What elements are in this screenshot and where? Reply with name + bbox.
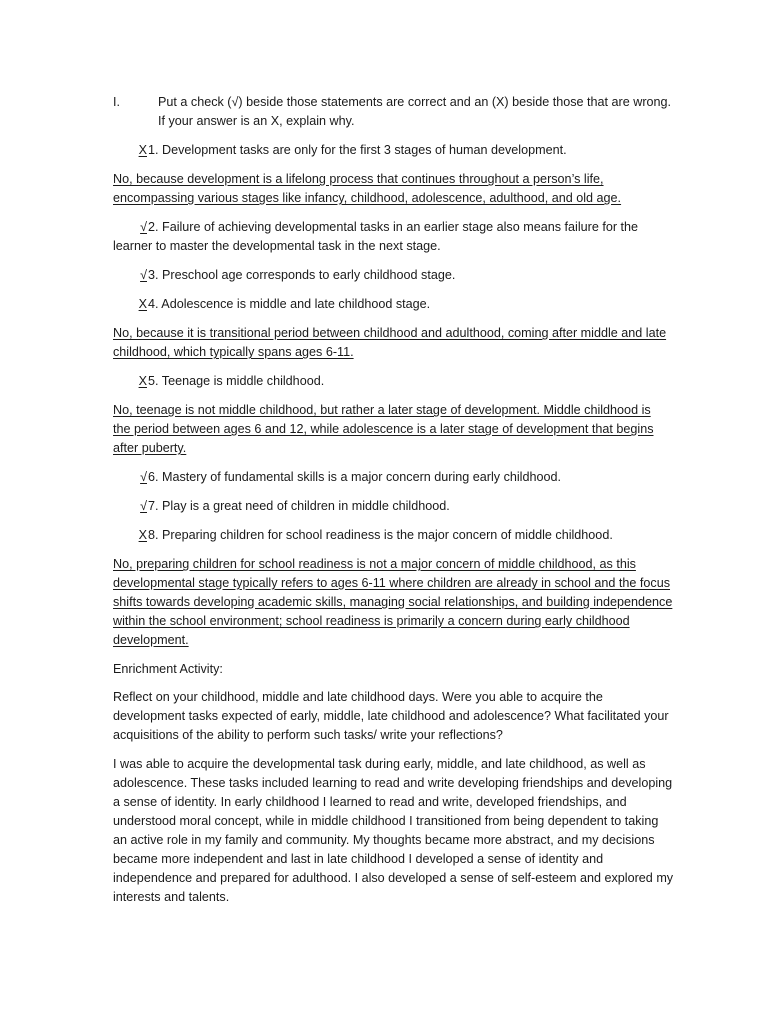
item-5-explanation-line-3: after puberty. <box>113 441 187 455</box>
item-5-explanation-line-1: No, teenage is not middle childhood, but rather a later stage of development. Middle childhood is <box>113 403 651 417</box>
item-5-text: 5. Teenage is middle childhood. <box>148 374 325 388</box>
item-2 <box>113 218 638 237</box>
item-4 <box>113 295 430 314</box>
item-8-explanation-line-2: developmental stage typically refers to ages 6-11 where children are already in school and the focus <box>113 576 671 590</box>
enrichment-prompt-line-2: development tasks expected of early, middle, late childhood and adolescence? What facilitated your <box>113 709 669 723</box>
item-4-text: 4. Adolescence is middle and late childhood stage. <box>148 297 431 311</box>
item-2-text-line-2: learner to master the developmental task in the next stage. <box>113 239 441 253</box>
answer-line-5: an active role in my family and community. My thoughts became more abstract, and my decisions <box>113 833 655 847</box>
item-7 <box>113 497 450 516</box>
item-3-text: 3. Preschool age corresponds to early childhood stage. <box>148 268 456 282</box>
item-4-mark: X <box>138 297 147 311</box>
enrichment-prompt-line-1: Reflect on your childhood, middle and late childhood days. Were you able to acquire the <box>113 690 603 704</box>
item-1-explanation-line-2: encompassing various stages like infancy, childhood, adolescence, adulthood, and old age. <box>113 191 622 205</box>
item-6 <box>113 468 561 487</box>
enrichment-heading: Enrichment Activity: <box>113 662 223 676</box>
instructions-line-1: Put a check (√) beside those statements are correct and an (X) beside those that are wrong. <box>158 95 672 109</box>
item-8-text: 8. Preparing children for school readiness is the major concern of middle childhood. <box>148 528 613 542</box>
item-1-mark: X <box>138 143 147 157</box>
item-8-explanation-line-3: shifts towards developing academic skills, managing social relationships, and building independence <box>113 595 673 609</box>
answer-line-1: I was able to acquire the developmental task during early, middle, and late childhood, as well as <box>113 757 646 771</box>
item-8-explanation-line-1: No, preparing children for school readiness is not a major concern of middle childhood, as this <box>113 557 636 571</box>
answer-line-8: interests and talents. <box>113 890 230 904</box>
item-7-mark: √ <box>140 499 147 513</box>
item-6-text: 6. Mastery of fundamental skills is a major concern during early childhood. <box>148 470 561 484</box>
item-5-explanation-line-2: the period between ages 6 and 12, while adolescence is a later stage of development that begins <box>113 422 654 436</box>
answer-line-2: adolescence. These tasks included learning to read and write developing friendships and developing <box>113 776 673 790</box>
item-5-mark: X <box>138 374 147 388</box>
answer-line-3: a sense of identity. In early childhood I learned to read and write, developed friendships, and <box>113 795 627 809</box>
item-8-mark: X <box>138 528 147 542</box>
item-2-text-line-1: 2. Failure of achieving developmental tasks in an earlier stage also means failure for the <box>148 220 639 234</box>
item-3 <box>113 266 455 285</box>
item-8 <box>113 526 613 545</box>
item-3-mark: √ <box>140 268 147 282</box>
answer-line-6: became more independent and last in late childhood I developed a sense of identity and <box>113 852 604 866</box>
item-2-mark: √ <box>140 220 147 234</box>
instructions-line-2: If your answer is an X, explain why. <box>158 114 355 128</box>
item-7-text: 7. Play is a great need of children in middle childhood. <box>148 499 450 513</box>
item-5 <box>113 372 324 391</box>
item-8-explanation-line-5: development. <box>113 633 189 647</box>
item-1-explanation-line-1: No, because development is a lifelong process that continues throughout a person’s life, <box>113 172 604 186</box>
item-6-mark: √ <box>140 470 147 484</box>
enrichment-prompt-line-3: acquisitions of the ability to perform such tasks/ write your reflections? <box>113 728 503 742</box>
answer-line-7: independence and prepared for adulthood. I also developed a sense of self-esteem and explored my <box>113 871 674 885</box>
item-1 <box>113 141 567 160</box>
answer-line-4: understood moral concept, while in middle childhood I transitioned from being dependent to taking <box>113 814 659 828</box>
section-numeral: I. <box>113 95 120 109</box>
item-8-explanation-line-4: within the school environment; school readiness is primarily a concern during early childhood <box>113 614 630 628</box>
item-4-explanation-line-1: No, because it is transitional period between childhood and adulthood, coming after middle and late <box>113 326 667 340</box>
item-1-text: 1. Development tasks are only for the first 3 stages of human development. <box>148 143 567 157</box>
item-4-explanation-line-2: childhood, which typically spans ages 6-11. <box>113 345 354 359</box>
